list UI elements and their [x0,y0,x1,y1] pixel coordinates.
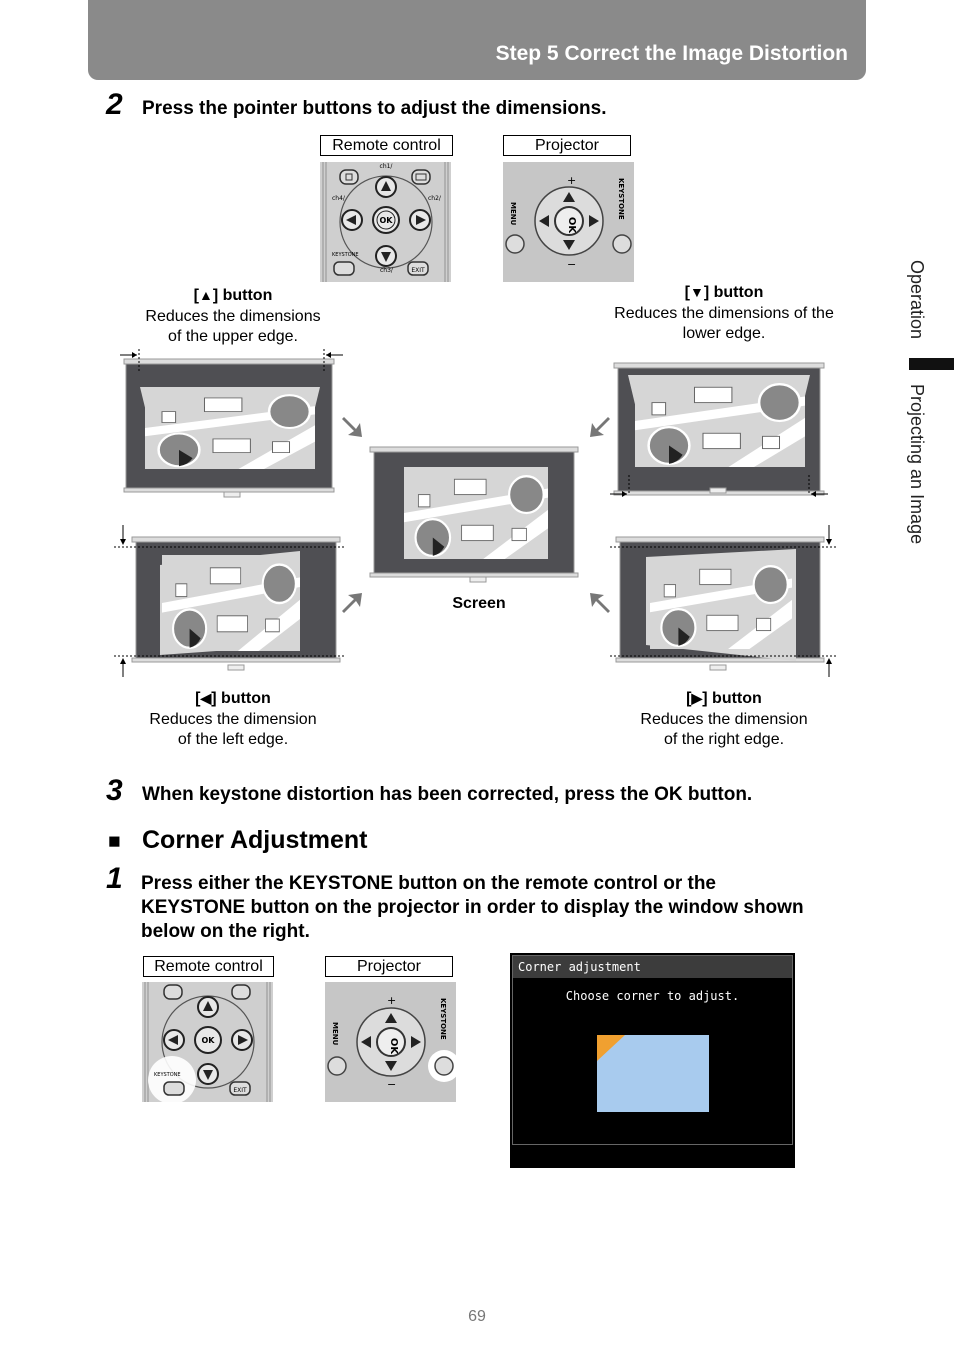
window-title: Corner adjustment [513,956,792,978]
sidebar-tab-marker [909,358,954,370]
header-title: Step 5 Correct the Image Distortion [495,42,848,65]
remote-control-label: Remote control [143,956,274,977]
svg-text:MENU: MENU [509,202,517,226]
step-text: When keystone distortion has been corrected, press the OK button. [142,784,753,805]
remote-control-image [320,162,451,282]
screen-label: Screen [452,595,506,612]
svg-text:OK: OK [566,216,577,234]
left-button-caption: [◀] button Reduces the dimension of the left edge. [149,690,317,748]
svg-text:KEYSTONE: KEYSTONE [332,252,359,258]
remote-ok-text: OK [379,216,393,225]
projector-keystone-image [325,982,456,1102]
step-text: Press the pointer buttons to adjust the dimensions. [142,98,607,119]
svg-text:ch3/: ch3/ [380,267,393,274]
svg-text:ch4/: ch4/ [332,195,345,202]
step-number: 3 [106,774,123,807]
svg-text:KEYSTONE: KEYSTONE [617,178,625,220]
svg-text:OK: OK [201,1036,215,1045]
projector-panel-image [503,162,634,282]
window-message: Choose corner to adjust. [565,989,740,1003]
down-button-caption: [▼] button Reduces the dimensions of the lower edge. [614,284,834,342]
corner-adjustment-window [510,953,795,1168]
up-button-caption: [▲] button Reduces the dimensions of the upper edge. [145,287,321,345]
heading-bullet: ■ [108,830,121,853]
svg-text:EXIT: EXIT [233,1087,247,1094]
remote-control-label: Remote control [320,135,453,156]
diagram-left-edge [114,525,346,677]
keystone-diagram [110,345,840,680]
selected-corner-marker [597,1035,625,1061]
diagram-upper-edge [120,349,343,497]
section-heading: Corner Adjustment [142,826,368,854]
page-number: 69 [468,1308,486,1325]
svg-text:−: − [387,1078,397,1091]
svg-text:+: + [387,994,397,1007]
step-number: 2 [106,88,123,121]
corner-preview-area[interactable] [597,1035,709,1112]
page-header [88,0,866,80]
remote-control-keystone-image [142,982,273,1102]
svg-text:ch1/: ch1/ [379,163,393,170]
right-button-caption: [▶] button Reduces the dimension of the right edge. [640,690,808,748]
projector-label: Projector [503,135,631,156]
svg-text:EXIT: EXIT [411,267,425,274]
svg-text:KEYSTONE: KEYSTONE [154,1072,181,1078]
svg-text:−: − [567,258,577,271]
diagram-lower-edge [610,363,828,497]
step-number: 1 [106,862,123,895]
diagram-screen [370,447,578,582]
step-text: Press either the KEYSTONE button on the remote control or the KEYSTONE button on the projector in order to display the window shown below on the right. [141,873,804,942]
svg-text:+: + [567,174,577,187]
svg-text:KEYSTONE: KEYSTONE [439,998,447,1040]
sidebar-subsection: Projecting an Image [907,384,927,545]
diagram-right-edge [610,525,838,677]
svg-text:MENU: MENU [331,1022,339,1046]
svg-text:ch2/: ch2/ [428,195,441,202]
projector-label: Projector [325,956,453,977]
sidebar-section: Operation [907,260,927,340]
svg-text:OK: OK [388,1037,399,1055]
